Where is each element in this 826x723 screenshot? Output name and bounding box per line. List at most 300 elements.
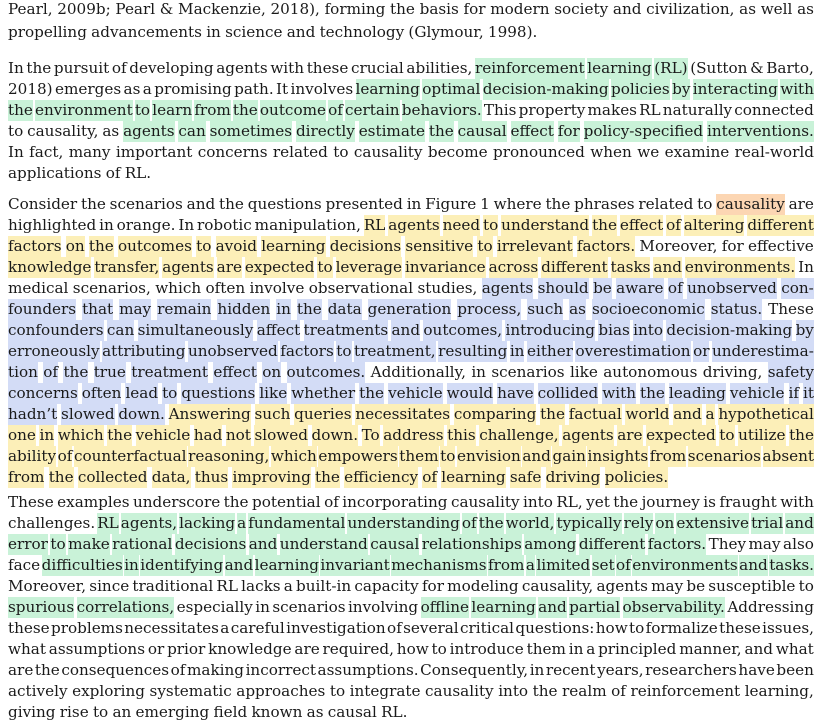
highlighted-word: learning [587, 59, 652, 77]
word: learning, [744, 682, 814, 700]
highlighted-word: invariance [404, 258, 486, 276]
highlighted-word: on [655, 514, 675, 532]
word: and [286, 23, 316, 41]
highlighted-word: learning [355, 80, 420, 98]
highlighted-word: understanding [347, 514, 460, 532]
highlighted-word: this [447, 426, 476, 444]
word: agents [216, 59, 268, 77]
word: and [612, 0, 642, 18]
highlighted-word: policies. [604, 468, 669, 486]
highlighted-word: which [57, 426, 104, 444]
text-line [8, 100, 814, 121]
word: careful [230, 619, 285, 637]
word: promising [154, 80, 232, 98]
highlighted-word: concerns [8, 384, 78, 402]
highlighted-word: into [633, 321, 664, 339]
highlighted-word: and [653, 258, 682, 276]
word: like [569, 363, 598, 381]
highlighted-word: from [8, 468, 45, 486]
highlighted-word: and [739, 556, 768, 574]
highlighted-word: to [477, 237, 493, 255]
highlighted-word: collided [537, 384, 599, 402]
word: abilities, [406, 59, 473, 77]
highlighted-word: factors [280, 342, 334, 360]
highlighted-word: environment [35, 101, 133, 119]
word: as [739, 0, 756, 18]
highlighted-word: hidden [217, 300, 271, 318]
word: RL [216, 577, 238, 595]
highlighted-word: and [391, 321, 421, 339]
highlighted-word: and [538, 598, 567, 616]
word: involves [290, 80, 354, 98]
highlighted-word: understand [501, 216, 590, 234]
highlighted-word: outcomes, [423, 321, 503, 339]
highlighted-word: safe [509, 468, 542, 486]
highlighted-word: Answering [168, 405, 251, 423]
word: the [613, 493, 639, 511]
word: principled [598, 640, 677, 658]
text-line [8, 194, 814, 215]
text-line [8, 22, 814, 43]
highlighted-word: to [50, 535, 66, 553]
word: actively [8, 682, 68, 700]
word: a [220, 619, 230, 637]
highlighted-word: to [134, 101, 151, 119]
highlighted-word: of [422, 468, 438, 486]
word: with [270, 59, 305, 77]
word: these [306, 59, 349, 77]
word: into [498, 682, 529, 700]
word: related [638, 195, 694, 213]
highlighted-word: RL [97, 514, 119, 532]
highlighted-word: and [673, 405, 702, 423]
word: Consequently, [420, 661, 529, 679]
highlighted-word: agents [481, 279, 534, 297]
highlighted-word: factors. [647, 535, 707, 553]
highlighted-word: different [747, 216, 814, 234]
word: formalize [645, 619, 718, 637]
word: several [403, 619, 459, 637]
word: journey [641, 493, 700, 511]
word: Pearl, [8, 0, 53, 18]
highlighted-word: need [442, 216, 481, 234]
word: presented [325, 195, 403, 213]
text-line [8, 555, 814, 576]
highlighted-word: often [81, 384, 122, 402]
word: scenarios, [72, 279, 151, 297]
word: the [26, 59, 52, 77]
highlighted-word: utilize [738, 426, 786, 444]
word: are [294, 640, 320, 658]
highlighted-word: effect [619, 216, 664, 234]
highlighted-word: observability. [622, 598, 725, 616]
word: years, [597, 661, 644, 679]
word: especially [176, 598, 253, 616]
highlighted-word: correlations, [76, 598, 175, 616]
highlighted-word: by [795, 321, 814, 339]
highlighted-word: questions [181, 384, 256, 402]
highlighted-word: them [399, 447, 439, 465]
word: causality [425, 682, 494, 700]
word: basis [419, 0, 459, 18]
highlighted-word: would [446, 384, 494, 402]
word: manner, [679, 640, 742, 658]
word: approaches [236, 682, 326, 700]
highlighted-word: can [178, 122, 206, 140]
text-line [8, 299, 814, 320]
highlighted-word: slowed [254, 426, 308, 444]
highlighted-word: understand [279, 535, 368, 553]
highlighted-word: confounders [8, 321, 104, 339]
word: the [80, 195, 106, 213]
word: in [529, 661, 545, 679]
highlighted-word: causality [716, 195, 785, 213]
text-line [8, 236, 814, 257]
highlighted-word: the [315, 468, 340, 486]
highlighted-word: decisions [174, 535, 247, 553]
word: the [545, 195, 571, 213]
highlighted-word: con- [781, 279, 814, 297]
highlighted-word: lead [125, 384, 159, 402]
word: of [387, 619, 402, 637]
highlighted-word: knowledge [8, 258, 92, 276]
highlighted-word: fundamental [248, 514, 346, 532]
word: questions: [515, 619, 595, 637]
highlighted-word: one [8, 426, 36, 444]
word: causality, [521, 577, 594, 595]
text-line [8, 576, 814, 597]
word: developing [129, 59, 214, 77]
word: systematic [149, 682, 232, 700]
word: related [272, 143, 328, 161]
highlighted-word: outcome [259, 101, 326, 119]
highlighted-word: limited [536, 556, 591, 574]
highlighted-word: process, [457, 300, 522, 318]
highlighted-word: of [666, 216, 681, 234]
word: Mackenzie, [178, 0, 266, 18]
highlighted-word: To [361, 426, 380, 444]
word: critical [460, 619, 515, 637]
highlighted-word: learning [254, 556, 319, 574]
word: as [123, 80, 141, 98]
word: applications [8, 164, 102, 182]
word: pursuit [53, 59, 110, 77]
highlighted-word: from [194, 101, 231, 119]
word: observational [308, 279, 414, 297]
highlighted-word: to [483, 216, 499, 234]
highlighted-word: to [196, 237, 212, 255]
highlighted-word: erroneously [8, 342, 100, 360]
highlighted-word: empowers [318, 447, 398, 465]
highlighted-word: in [124, 556, 139, 574]
highlighted-word: world, [505, 514, 555, 532]
word: face [8, 556, 41, 574]
word: required, [322, 640, 394, 658]
highlighted-word: effect [510, 122, 554, 140]
word: fraught [719, 493, 777, 511]
text-line [8, 425, 814, 446]
word: driving, [702, 363, 763, 381]
text-line [8, 163, 814, 184]
word: Pearl [115, 0, 156, 18]
word: introduce [449, 640, 524, 658]
highlighted-word: interacting [692, 80, 778, 98]
word: (Glymour, [408, 23, 484, 41]
highlighted-word: be [593, 279, 612, 297]
text-line [8, 320, 814, 341]
highlighted-word: different [541, 258, 608, 276]
word: an [112, 703, 132, 721]
word: also [783, 535, 814, 553]
text-line [8, 79, 814, 100]
word: of [324, 493, 339, 511]
text-line [8, 58, 814, 79]
word: the [219, 195, 244, 213]
word: incorrect [245, 661, 316, 679]
word: to [8, 122, 24, 140]
word: property [518, 101, 586, 119]
word: technology [319, 23, 405, 41]
highlighted-word: of [43, 363, 59, 381]
word: path. [234, 80, 274, 98]
word: Moreover, [8, 577, 87, 595]
word: to [329, 682, 346, 700]
word: to [697, 195, 713, 213]
word: Consider [8, 195, 78, 213]
highlighted-word: error [8, 535, 48, 553]
highlighted-word: founders [8, 300, 77, 318]
highlighted-word: unobserved [687, 279, 777, 297]
word: susceptible [708, 577, 796, 595]
highlighted-word: ability [8, 447, 57, 465]
word: scenarios [272, 598, 346, 616]
highlighted-word: introducing [505, 321, 595, 339]
text-line [8, 257, 814, 278]
word: have [738, 661, 775, 679]
word: Addressing [727, 598, 814, 616]
word: which [155, 279, 202, 297]
highlighted-word: for [557, 122, 580, 140]
word: field [213, 703, 248, 721]
word: Figure [425, 195, 477, 213]
word: built-in [296, 577, 352, 595]
highlighted-word: the [359, 384, 385, 402]
highlighted-word: causal [370, 535, 420, 553]
highlighted-word: counterfactual [73, 447, 187, 465]
word: 2009b; [57, 0, 111, 18]
text-line [8, 597, 814, 618]
word: as [102, 122, 120, 140]
highlighted-word: like [259, 384, 288, 402]
highlighted-word: simultaneously [137, 321, 254, 339]
word: robotic [197, 216, 252, 234]
highlighted-word: learning [471, 598, 536, 616]
word: to [431, 640, 447, 658]
word: science [225, 23, 283, 41]
word: a [283, 577, 293, 595]
word: These [768, 300, 814, 318]
highlighted-word: altering [683, 216, 745, 234]
highlighted-word: rational [112, 535, 173, 553]
highlighted-word: expected [244, 258, 315, 276]
highlighted-word: factors [8, 237, 62, 255]
word: exploring [72, 682, 145, 700]
highlighted-word: typically [556, 514, 622, 532]
highlighted-word: hypothetical [718, 405, 814, 423]
word: for [463, 0, 486, 18]
word: challenges. [8, 514, 96, 532]
word: causality [450, 493, 520, 511]
word: medical [8, 279, 69, 297]
highlighted-word: with [602, 384, 637, 402]
highlighted-word: either [526, 342, 573, 360]
word: we [637, 143, 660, 161]
word: causality [353, 143, 423, 161]
word: are [8, 661, 34, 679]
word: what [775, 640, 814, 658]
highlighted-word: in [509, 342, 525, 360]
word: assumptions. [317, 661, 419, 679]
word: necessitates [124, 619, 219, 637]
highlighted-word: such [254, 405, 291, 423]
word: They [708, 535, 747, 553]
highlighted-word: sensitive [405, 237, 474, 255]
word: a [586, 640, 596, 658]
word: the [34, 661, 60, 679]
highlighted-word: agents [388, 216, 440, 234]
highlighted-word: safety [767, 363, 814, 381]
highlighted-word: the [592, 216, 617, 234]
word: real-world [734, 143, 814, 161]
word: yet [586, 493, 610, 511]
highlighted-word: and [785, 514, 814, 532]
word: society [554, 0, 609, 18]
word: where [493, 195, 542, 213]
highlighted-word: among [524, 535, 577, 553]
word: of [170, 661, 186, 679]
word: reinforcement [630, 682, 741, 700]
word: scenarios [491, 363, 565, 381]
highlighted-word: (RL) [654, 59, 688, 77]
highlighted-word: underestima- [711, 342, 814, 360]
highlighted-word: had [193, 426, 223, 444]
word: scenarios [109, 195, 183, 213]
highlighted-word: invariant [320, 556, 390, 574]
highlighted-word: the [540, 405, 565, 423]
word: as [797, 0, 814, 18]
word: in [206, 23, 221, 41]
highlighted-word: address [383, 426, 444, 444]
highlighted-word: across [488, 258, 539, 276]
highlighted-word: factual [568, 405, 622, 423]
highlighted-word: to [336, 342, 352, 360]
text-line [8, 121, 814, 142]
highlighted-word: optimal [422, 80, 481, 98]
highlighted-word: treatment, [354, 342, 436, 360]
highlighted-word: challenge, [479, 426, 559, 444]
word: agents [596, 577, 648, 595]
word: these [8, 619, 50, 637]
highlighted-word: that [82, 300, 114, 318]
word: how [595, 619, 628, 637]
word: studies, [417, 279, 478, 297]
highlighted-word: can [106, 321, 135, 339]
word: the [390, 0, 415, 18]
highlighted-word: collected [77, 468, 148, 486]
highlighted-word: with [780, 80, 814, 98]
highlighted-word: different [578, 535, 646, 553]
word: consequences [61, 661, 170, 679]
highlighted-word: attributing [102, 342, 186, 360]
highlighted-word: the [63, 363, 89, 381]
highlighted-word: overestimation [575, 342, 691, 360]
word: assumptions [48, 640, 146, 658]
word: may [651, 577, 684, 595]
text-line [8, 492, 814, 513]
highlighted-word: driving [545, 468, 601, 486]
highlighted-word: are [216, 258, 242, 276]
word: concerns [197, 143, 268, 161]
word: in [406, 195, 422, 213]
word: prior [167, 640, 206, 658]
word: In [8, 59, 24, 77]
highlighted-word: are [617, 426, 643, 444]
text-line [8, 681, 814, 702]
highlighted-word: decision-making [666, 321, 793, 339]
word: may [748, 535, 781, 553]
highlighted-word: identifying [140, 556, 224, 574]
highlighted-word: on [262, 363, 282, 381]
highlighted-word: of [667, 279, 683, 297]
highlighted-word: avoid [215, 237, 257, 255]
highlighted-word: relationships [421, 535, 522, 553]
highlighted-word: policy-specified [583, 122, 704, 140]
word: underscore [132, 493, 221, 511]
highlighted-word: have [497, 384, 534, 402]
word: to [92, 703, 109, 721]
word: questions [247, 195, 322, 213]
highlighted-word: and [522, 447, 551, 465]
highlighted-word: envision [456, 447, 521, 465]
highlighted-word: the [296, 300, 322, 318]
highlighted-word: hadn’t [8, 405, 58, 423]
highlighted-word: insights [587, 447, 649, 465]
highlighted-word: to [317, 258, 333, 276]
highlighted-word: decisions [329, 237, 402, 255]
word: emerging [135, 703, 210, 721]
word: emerges [54, 80, 122, 98]
word: modern [490, 0, 550, 18]
word: In [178, 216, 195, 234]
word: advancements [91, 23, 202, 41]
word: In [8, 143, 24, 161]
highlighted-word: causal [457, 122, 507, 140]
word: 1 [480, 195, 490, 213]
word: autonomous [603, 363, 698, 381]
word: known [251, 703, 303, 721]
highlighted-word: absent [762, 447, 814, 465]
highlighted-word: from [649, 447, 687, 465]
word: these [719, 619, 761, 637]
word: to [333, 143, 349, 161]
text-line [8, 639, 814, 660]
highlighted-word: in [276, 300, 291, 318]
highlighted-word: vehicle [388, 384, 443, 402]
highlighted-word: the [8, 101, 33, 119]
word: well [760, 0, 793, 18]
word: 2018) [8, 80, 53, 98]
highlighted-word: tasks [610, 258, 651, 276]
